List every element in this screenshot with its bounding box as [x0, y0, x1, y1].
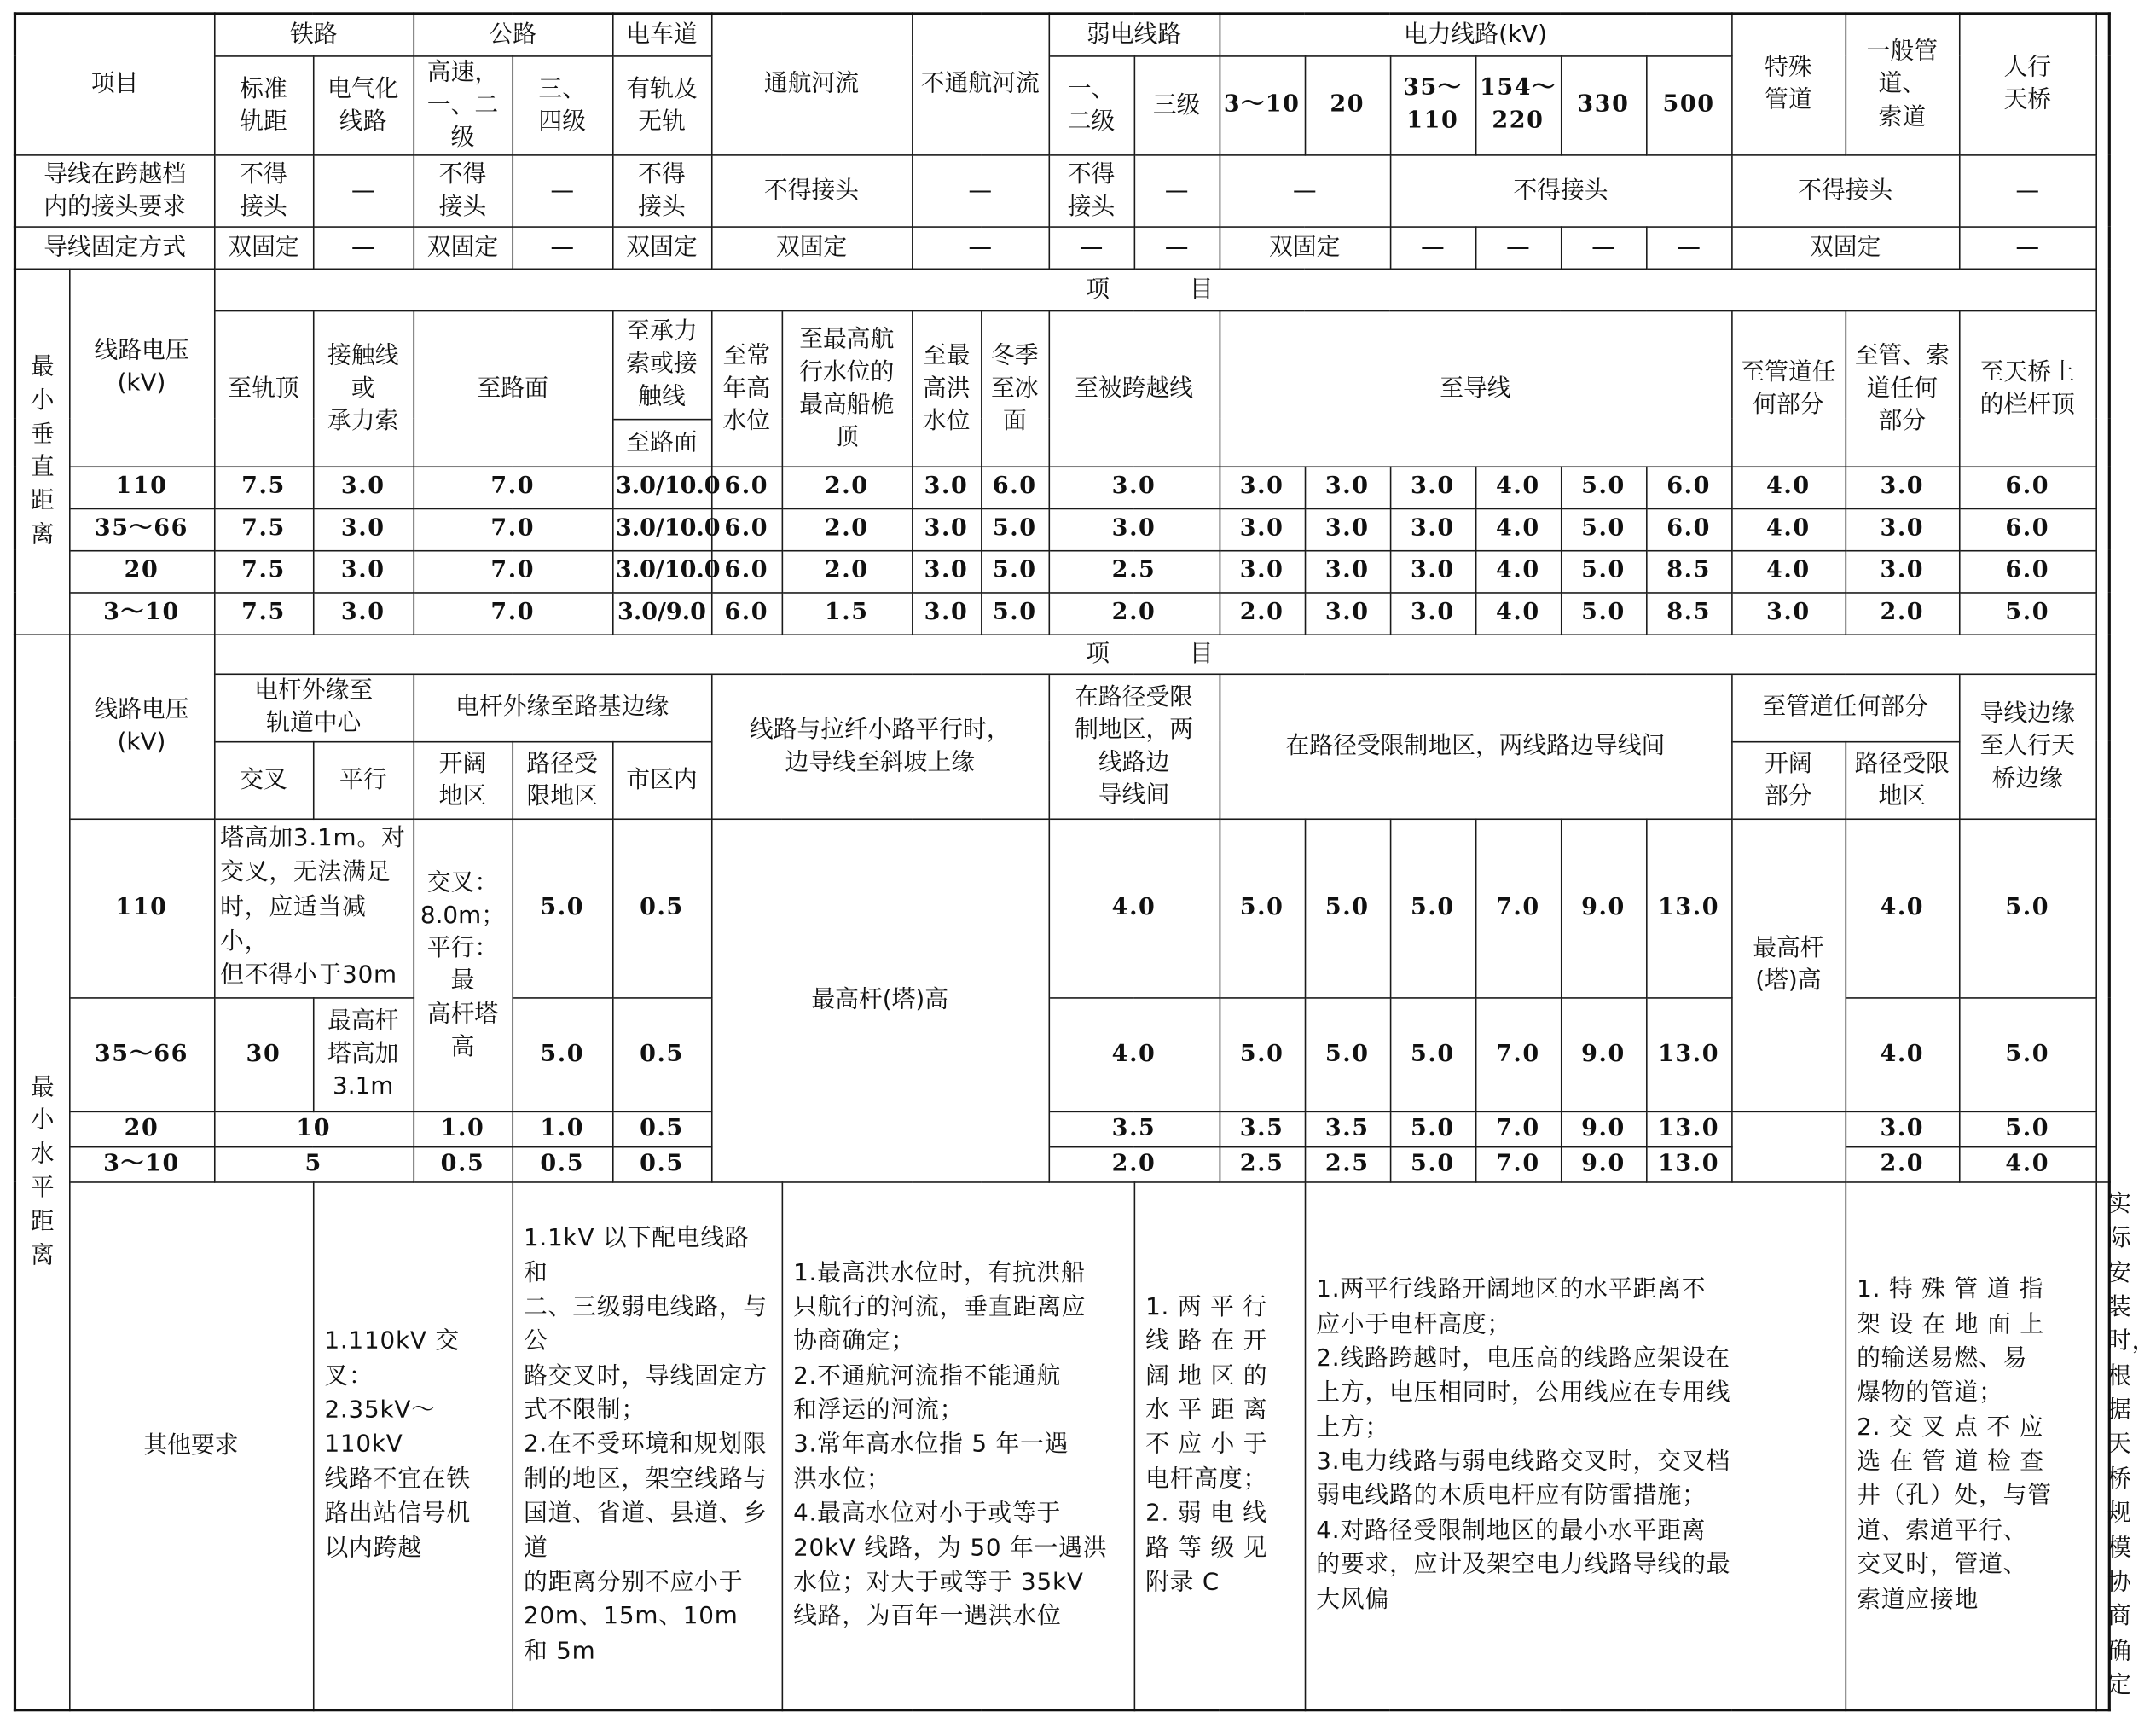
value-cell: 13.0	[1646, 998, 1731, 1111]
header-nonnav-river: 不通航河流	[912, 14, 1048, 155]
horizontal-voltage-header: 线路电压 (kV)	[69, 635, 214, 819]
other-river-note: 1.最高洪水位时，有抗洪船 只航行的河流，垂直距离应 协商确定； 2.不通航河流指不能通航 和浮运的河流； 3.常年高水位指 5 年一遇 洪水位； 4.最高水位对小于或等于 20kV 线路，为 50 年一遇洪 水位；对大于或等于 35kV 线路，为百年一遇洪水位	[782, 1182, 1134, 1711]
fix-cell: —	[1048, 227, 1133, 269]
col-to-mast: 至最高航 行水位的 最高船桅 顶	[782, 310, 912, 467]
value-cell: 2.0	[1048, 593, 1219, 635]
value-cell: 1.0	[512, 1111, 612, 1146]
header-highway: 公路	[413, 14, 612, 55]
value-cell: 9.0	[1561, 819, 1646, 997]
value-cell: 0.5	[612, 1146, 711, 1181]
value-cell: 3.5	[1305, 1111, 1390, 1146]
value-cell: 3.0	[1846, 508, 1959, 550]
value-cell: 7.0	[1475, 1111, 1561, 1146]
voltage-cell: 20	[69, 1111, 214, 1146]
value-cell: 6.0	[981, 467, 1048, 508]
header-item: 项目	[14, 14, 214, 155]
voltage-cell: 3～10	[69, 1146, 214, 1181]
fix-cell: —	[1390, 227, 1475, 269]
value-cell: 5.0	[512, 819, 612, 997]
value-cell: 6.0	[1959, 551, 2095, 593]
col-pole-rail: 电杆外缘至 轨道中心	[214, 674, 414, 741]
joint-cell: —	[1134, 155, 1220, 227]
value-cell: 2.0	[782, 467, 912, 508]
value-cell: 3.0	[1846, 467, 1959, 508]
value-cell: 6.0	[1959, 508, 2095, 550]
value-cell: 7.0	[1475, 998, 1561, 1111]
fix-cell: —	[313, 227, 414, 269]
fix-cell: 双固定	[1220, 227, 1390, 269]
value-cell: 4.0	[1475, 593, 1561, 635]
header-pv-4: 330	[1561, 55, 1646, 155]
header-nav-river: 通航河流	[711, 14, 912, 155]
value-cell: 30	[214, 998, 313, 1111]
value-cell: 4.0	[1048, 998, 1219, 1111]
col-restricted-two: 在路径受限制地区，两线路边导线间	[1220, 674, 1732, 819]
value-cell: 4.0	[1731, 551, 1845, 593]
fix-cell: 双固定	[214, 227, 313, 269]
value-cell: 2.0	[1846, 593, 1959, 635]
value-cell: 5.0	[1959, 819, 2095, 997]
value-cell: 3.0	[1220, 467, 1305, 508]
value-cell: 2.0	[782, 508, 912, 550]
value-cell: 3.5	[1048, 1111, 1219, 1146]
fix-cell: —	[512, 227, 612, 269]
value-cell: 8.5	[1646, 593, 1731, 635]
value-cell: 8.5	[1646, 551, 1731, 593]
col-open-part: 开阔 部分	[1731, 742, 1845, 820]
value-cell: 5.0	[981, 551, 1048, 593]
value-cell: 3.0	[313, 508, 414, 550]
horizontal-item-header: 项 目	[214, 635, 2096, 674]
value-cell: 3.0	[1846, 551, 1959, 593]
value-cell: 4.0	[1846, 998, 1959, 1111]
header-weak-12: 一、 二级	[1048, 55, 1133, 155]
voltage-cell: 110	[69, 819, 214, 997]
value-cell: 3.0	[1846, 1111, 1959, 1146]
value-cell: 5.0	[1959, 1111, 2095, 1146]
value-cell: 9.0	[1561, 1146, 1646, 1181]
header-weak-3: 三级	[1134, 55, 1220, 155]
value-cell: 7.0	[413, 551, 612, 593]
value-cell: 2.0	[1048, 1146, 1219, 1181]
value-cell: 4.0	[1731, 467, 1845, 508]
vertical-item-header: 项 目	[214, 269, 2096, 310]
voltage-cell: 20	[69, 551, 214, 593]
header-pv-1: 20	[1305, 55, 1390, 155]
vertical-voltage-header: 线路电压 (kV)	[69, 269, 214, 467]
value-cell: 3.0/10.0	[612, 467, 711, 508]
value-cell: 3.0	[1305, 508, 1390, 550]
col-to-bridge: 至天桥上 的栏杆顶	[1959, 310, 2095, 467]
value-cell: 5.0	[1959, 593, 2095, 635]
value-cell: 4.0	[1846, 819, 1959, 997]
table-row	[14, 551, 2109, 593]
voltage-cell: 110	[69, 467, 214, 508]
fix-cell: —	[1646, 227, 1731, 269]
value-cell: 2.5	[1048, 551, 1219, 593]
value-cell: 13.0	[1646, 819, 1731, 997]
value-cell: 3.0	[1305, 593, 1390, 635]
value-cell: 6.0	[711, 551, 782, 593]
header-rail-electric: 电气化 线路	[313, 55, 414, 155]
fix-cell: 双固定	[413, 227, 512, 269]
fix-cell: 双固定	[612, 227, 711, 269]
joint-cell: —	[1220, 155, 1390, 227]
col-to-flood: 至最 高洪 水位	[912, 310, 981, 467]
col-to-contact: 接触线 或 承力索	[313, 310, 414, 467]
value-cell: 7.0	[413, 593, 612, 635]
col-urban: 市区内	[612, 742, 711, 820]
value-cell: 7.0	[413, 467, 612, 508]
header-hw-34: 三、 四级	[512, 55, 612, 155]
value-cell: 4.0	[1959, 1146, 2095, 1181]
value-cell: 2.0	[1220, 593, 1305, 635]
value-cell: 2.0	[1846, 1146, 1959, 1181]
col-restricted: 路径受 限地区	[512, 742, 612, 820]
other-rail-note: 1.110kV 交叉： 2.35kV～110kV 线路不宜在铁 路出站信号机 以内跨越	[313, 1182, 513, 1711]
value-cell: 5.0	[1305, 819, 1390, 997]
other-bridge-note: 实 际 安 装时，根 据 天 桥 规 模 协 商 确 定	[2095, 1182, 2109, 1711]
col-parallel: 平行	[313, 742, 414, 820]
vertical-section-label: 最 小 垂 直 距 离	[14, 269, 69, 635]
value-cell: 1.0	[413, 1111, 512, 1146]
header-pv-2: 35～ 110	[1390, 55, 1475, 155]
col-to-road2: 至路面	[612, 420, 711, 467]
value-cell: 3.0	[912, 593, 981, 635]
header-weak: 弱电线路	[1048, 14, 1219, 55]
value-cell: 5.0	[1220, 819, 1305, 997]
value-cell: 3.0	[1305, 467, 1390, 508]
table-row	[14, 1111, 2109, 1146]
tallest-pole-cell: 最高杆(塔)高	[711, 819, 1049, 1182]
value-cell: 6.0	[1646, 508, 1731, 550]
value-cell: 3.0	[1390, 508, 1475, 550]
col-pole-road: 电杆外缘至路基边缘	[413, 674, 710, 741]
value-cell: 4.0	[1731, 508, 1845, 550]
value-cell: 4.0	[1048, 819, 1219, 997]
value-cell: 7.5	[214, 508, 313, 550]
value-cell: 0.5	[512, 1146, 612, 1181]
r110-rail-note: 塔高加3.1m。对 交叉，无法满足 时，应适当减小， 但不得小于30m	[214, 819, 414, 997]
value-cell: 5.0	[1390, 998, 1475, 1111]
other-road-note: 1.1kV 以下配电线路和 二、三级弱电线路，与公 路交叉时，导线固定方 式不限制； 2.在不受环境和规划限 制的地区，架空线路与 国道、省道、县道、乡道 的距离分别不应小于 20m、15m、10m 和 5m	[512, 1182, 781, 1711]
value-cell: 9.0	[1561, 998, 1646, 1111]
value-cell: 4.0	[1475, 508, 1561, 550]
value-cell: 13.0	[1646, 1111, 1731, 1146]
joint-cell: —	[1959, 155, 2095, 227]
value-cell: 0.5	[612, 819, 711, 997]
fix-cell: 双固定	[1731, 227, 1959, 269]
value-cell: 6.0	[711, 508, 782, 550]
value-cell: 5.0	[1390, 1111, 1475, 1146]
value-cell: 3.0	[1220, 551, 1305, 593]
header-tram-sub: 有轨及 无轨	[612, 55, 711, 155]
value-cell: 3.0	[912, 551, 981, 593]
joint-cell: 不得 接头	[612, 155, 711, 227]
col-to-conductor: 至导线	[1220, 310, 1732, 467]
value-cell: 3.0	[1731, 593, 1845, 635]
joint-cell: 不得接头	[1731, 155, 1959, 227]
col-restricted-area: 路径受限 地区	[1846, 742, 1959, 820]
value-cell: 5.0	[1305, 998, 1390, 1111]
value-cell: 2.5	[1220, 1146, 1305, 1181]
value-cell: 3.0	[313, 467, 414, 508]
value-cell: 3.0	[313, 551, 414, 593]
other-pipe-note: 1. 特 殊 管 道 指 架 设 在 地 面 上 的输送易燃、易 爆物的管道； 2. 交 叉 点 不 应 选 在 管 道 检 查 井（孔）处，与管 道、索道平行、 交叉时，管道、 索道应接地	[1846, 1182, 2096, 1711]
header-rail-standard: 标准 轨距	[214, 55, 313, 155]
col-to-pipe-any: 至管道任何部分	[1731, 674, 1959, 741]
value-cell: 5.0	[981, 593, 1048, 635]
value-cell: 5.0	[1561, 467, 1646, 508]
value-cell: 7.0	[1475, 1146, 1561, 1181]
voltage-cell: 35～66	[69, 998, 214, 1111]
value-cell: 3.0	[1390, 551, 1475, 593]
col-to-pipe: 至管道任 何部分	[1731, 310, 1845, 467]
joint-cell: 不得 接头	[413, 155, 512, 227]
col-guy-path: 线路与拉纤小路平行时， 边导线至斜坡上缘	[711, 674, 1049, 819]
value-cell: 3.0	[1390, 593, 1475, 635]
joint-label: 导线在跨越档 内的接头要求	[14, 155, 214, 227]
other-weak-note: 1. 两 平 行 线 路 在 开 阔 地 区 的 水 平 距 离 不 应 小 于 电杆高度； 2. 弱 电 线 路 等 级 见 附录 C	[1134, 1182, 1305, 1711]
joint-cell: 不得接头	[711, 155, 912, 227]
col-to-ice: 冬季 至冰 面	[981, 310, 1048, 467]
value-cell: 13.0	[1646, 1146, 1731, 1181]
value-cell: 6.0	[711, 593, 782, 635]
header-general-pipe: 一般管道、 索道	[1846, 14, 1959, 155]
voltage-cell: 3～10	[69, 593, 214, 635]
header-pv-0: 3～10	[1220, 55, 1305, 155]
value-cell: 7.0	[1475, 819, 1561, 997]
joint-cell: —	[512, 155, 612, 227]
fix-cell: —	[1959, 227, 2095, 269]
col-to-road: 至路面	[413, 310, 612, 467]
header-tram: 电车道	[612, 14, 711, 55]
clearance-table	[14, 12, 2156, 1712]
fix-cell: —	[1475, 227, 1561, 269]
tallest-pole-pipe-cell: 最高杆 (塔)高	[1731, 819, 1845, 1111]
col-cross: 交叉	[214, 742, 313, 820]
value-cell: 3.0/10.0	[612, 551, 711, 593]
table-row	[14, 508, 2109, 550]
value-cell: 5.0	[1959, 998, 2095, 1111]
fix-label: 导线固定方式	[14, 227, 214, 269]
col-to-cable: 至承力 索或接 触线	[612, 310, 711, 419]
joint-cell: —	[313, 155, 414, 227]
col-restricted-between: 在路径受限 制地区，两 线路边 导线间	[1048, 674, 1219, 819]
value-cell: 3.0	[912, 467, 981, 508]
value-cell: 0.5	[612, 998, 711, 1111]
joint-cell: 不得 接头	[1048, 155, 1133, 227]
header-pv-5: 500	[1646, 55, 1731, 155]
value-cell: 3.0	[313, 593, 414, 635]
value-cell: 0.5	[612, 1111, 711, 1146]
value-cell: 3.0/10.0	[612, 508, 711, 550]
header-power: 电力线路(kV)	[1220, 14, 1732, 55]
horizontal-section-label: 最 小 水 平 距 离	[14, 635, 69, 1710]
value-cell: 7.5	[214, 551, 313, 593]
joint-cell: 不得 接头	[214, 155, 313, 227]
value-cell: 3.0	[1390, 467, 1475, 508]
value-cell: 3.0/9.0	[612, 593, 711, 635]
header-hw-high: 高速， 一、二级	[413, 55, 512, 155]
value-cell: 7.5	[214, 467, 313, 508]
open-merged-cell: 交叉： 8.0m； 平行：最 高杆塔高	[413, 819, 512, 1111]
value-cell: 6.0	[711, 467, 782, 508]
value-cell: 6.0	[1646, 467, 1731, 508]
fix-cell: 双固定	[711, 227, 912, 269]
table-row	[14, 593, 2109, 635]
value-cell: 3.0	[1048, 467, 1219, 508]
value-cell: 0.5	[413, 1146, 512, 1181]
table-row	[14, 819, 2109, 997]
col-to-crossed: 至被跨越线	[1048, 310, 1219, 467]
value-cell: 7.5	[214, 593, 313, 635]
fix-cell: —	[912, 227, 1048, 269]
value-cell: 5.0	[1390, 1146, 1475, 1181]
voltage-cell: 35～66	[69, 508, 214, 550]
col-edge-bridge: 导线边缘 至人行天 桥边缘	[1959, 674, 2095, 819]
value-cell: 5.0	[1561, 508, 1646, 550]
value-cell: 5.0	[1390, 819, 1475, 997]
value-cell: 3.0	[1048, 508, 1219, 550]
header-pv-3: 154～ 220	[1475, 55, 1561, 155]
other-label: 其他要求	[69, 1182, 313, 1711]
header-footbridge: 人行 天桥	[1959, 14, 2095, 155]
value-cell: 3.0	[912, 508, 981, 550]
empty-cell	[1731, 1111, 1845, 1182]
other-power-note: 1.两平行线路开阔地区的水平距离不 应小于电杆高度； 2.线路跨越时，电压高的线路应架设在 上方，电压相同时，公用线应在专用线 上方； 3.电力线路与弱电线路交叉时，交叉档 弱电线路的木质电杆应有防雷措施； 4.对路径受限制地区的最小水平距离 的要求，应计及架空电力线路导线的最 大风偏	[1305, 1182, 1846, 1711]
value-cell: 5.0	[1220, 998, 1305, 1111]
value-cell: 4.0	[1475, 551, 1561, 593]
r35-parallel-cell: 最高杆 塔高加 3.1m	[313, 998, 414, 1111]
value-cell: 5.0	[1561, 551, 1646, 593]
joint-cell: 不得接头	[1390, 155, 1731, 227]
joint-cell: —	[912, 155, 1048, 227]
table-row	[14, 467, 2109, 508]
value-cell: 3.0	[1220, 508, 1305, 550]
col-to-water: 至常 年高 水位	[711, 310, 782, 467]
fix-cell: —	[1561, 227, 1646, 269]
value-cell: 5.0	[1561, 593, 1646, 635]
value-cell: 2.0	[782, 551, 912, 593]
value-cell: 5	[214, 1146, 414, 1181]
fix-cell: —	[1134, 227, 1220, 269]
value-cell: 4.0	[1475, 467, 1561, 508]
value-cell: 5.0	[512, 998, 612, 1111]
value-cell: 3.0	[1305, 551, 1390, 593]
value-cell: 6.0	[1959, 467, 2095, 508]
value-cell: 7.0	[413, 508, 612, 550]
col-to-rail: 至轨顶	[214, 310, 313, 467]
col-open: 开阔 地区	[413, 742, 512, 820]
header-special-pipe: 特殊 管道	[1731, 14, 1845, 155]
col-to-pipe-cable: 至管、索 道任何 部分	[1846, 310, 1959, 467]
value-cell: 5.0	[981, 508, 1048, 550]
header-railway: 铁路	[214, 14, 414, 55]
value-cell: 1.5	[782, 593, 912, 635]
value-cell: 2.5	[1305, 1146, 1390, 1181]
value-cell: 9.0	[1561, 1111, 1646, 1146]
value-cell: 3.5	[1220, 1111, 1305, 1146]
value-cell: 10	[214, 1111, 414, 1146]
